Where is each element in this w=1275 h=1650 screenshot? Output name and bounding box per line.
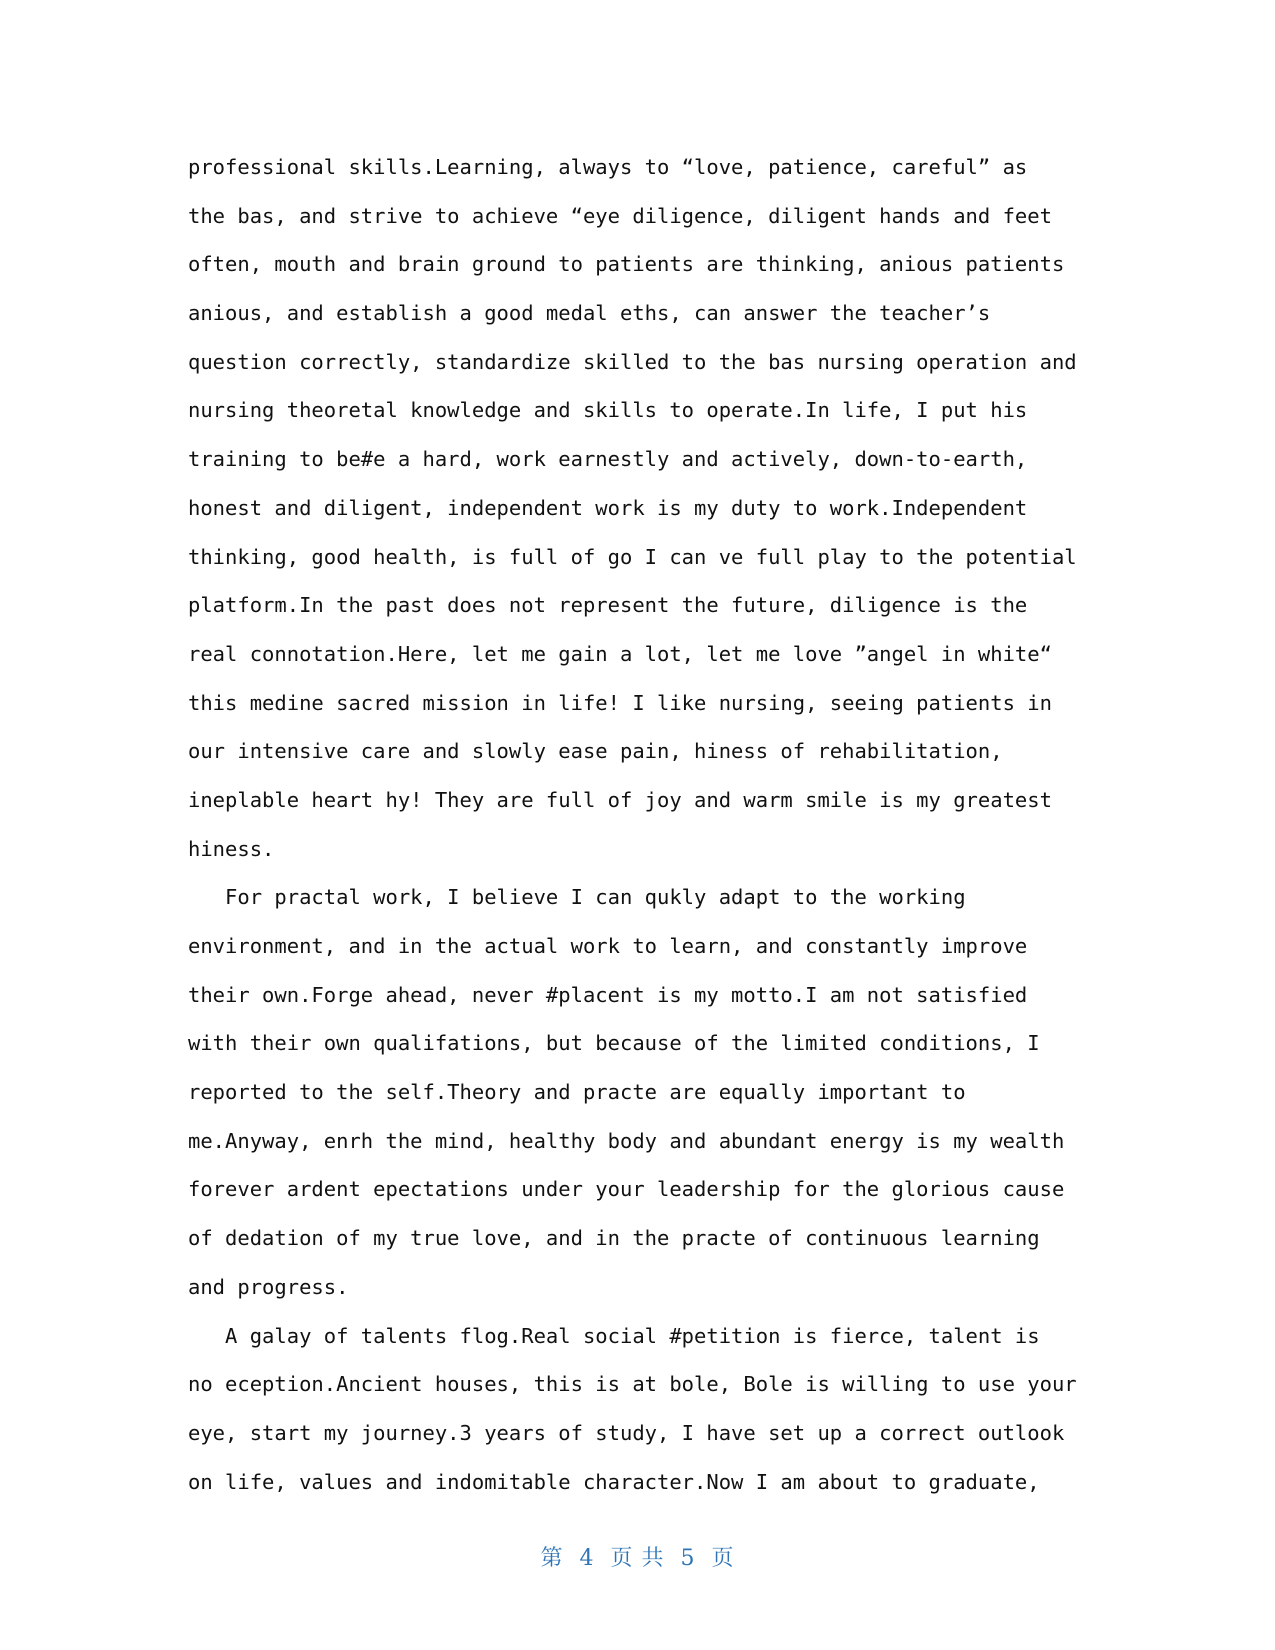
text-line: hiness.	[188, 836, 275, 861]
text-line: reported to the self.Theory and practe are equally important to	[188, 1080, 966, 1105]
text-line: thinking, good health, is full of go I can ve full play to the potential	[188, 544, 1077, 569]
text-line: with their own qualifations, but because of the limited conditions, I	[188, 1031, 1040, 1056]
text-line: nursing theoretal knowledge and skills to operate.In life, I put his	[188, 398, 1028, 423]
text-line: their own.Forge ahead, never #placent is my motto.I am not satisfied	[188, 982, 1028, 1007]
text-line: on life, values and indomitable character.Now I am about to graduate,	[188, 1469, 1040, 1494]
text-line: professional skills.Learning, always to “love, patience, careful” as	[188, 155, 1028, 179]
text-line: real connotation.Here, let me gain a lot, let me love ”angel in white“	[188, 641, 1052, 666]
text-line: ineplable heart hy! They are full of joy and warm smile is my greatest	[188, 787, 1052, 812]
text-line: our intensive care and slowly ease pain, hiness of rehabilitation,	[188, 739, 1003, 764]
text-line: platform.In the past does not represent the future, diligence is the	[188, 593, 1028, 618]
footer-suffix: 页	[711, 1546, 735, 1571]
footer-prefix: 第	[540, 1546, 564, 1571]
text-line: forever ardent epectations under your leadership for the glorious cause	[188, 1177, 1065, 1202]
text-line: and progress.	[188, 1274, 349, 1299]
text-line: question correctly, standardize skilled to the bas nursing operation and	[188, 349, 1077, 374]
text-line: this medine sacred mission in life! I like nursing, seeing patients in	[188, 690, 1052, 715]
footer-middle: 页 共	[610, 1546, 665, 1571]
text-line: the bas, and strive to achieve “eye diligence, diligent hands and feet	[188, 203, 1052, 228]
body-text	[188, 143, 1088, 1506]
footer-total-pages: 5	[680, 1546, 696, 1571]
text-line: me.Anyway, enrh the mind, healthy body and abundant energy is my wealth	[188, 1128, 1065, 1153]
page-footer	[0, 1541, 1275, 1572]
text-line: For practal work, I believe I can qukly adapt to the working	[188, 885, 966, 910]
text-line: anious, and establish a good medal eths, can answer the teacher’s	[188, 301, 991, 326]
text-line: no eception.Ancient houses, this is at bole, Bole is willing to use your	[188, 1372, 1077, 1397]
text-line: of dedation of my true love, and in the practe of continuous learning	[188, 1226, 1040, 1251]
text-line: training to be#e a hard, work earnestly and actively, down-to-earth,	[188, 447, 1028, 472]
text-line: A galay of talents flog.Real social #petition is fierce, talent is	[188, 1323, 1040, 1348]
text-line: environment, and in the actual work to learn, and constantly improve	[188, 934, 1028, 958]
text-line: eye, start my journey.3 years of study, I have set up a correct outlook	[188, 1420, 1065, 1445]
text-line: honest and diligent, independent work is my duty to work.Independent	[188, 495, 1028, 520]
text-line: often, mouth and brain ground to patients are thinking, anious patients	[188, 252, 1065, 277]
footer-page-number: 4	[579, 1546, 595, 1571]
